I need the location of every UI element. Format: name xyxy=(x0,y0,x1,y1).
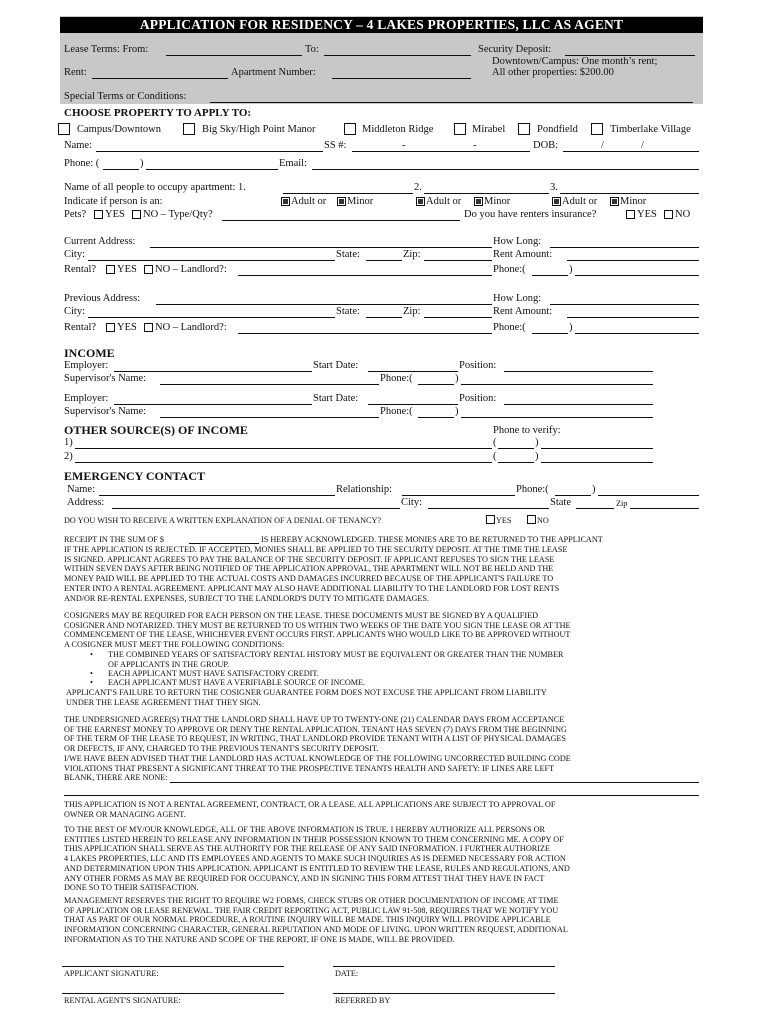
checkbox-previous-rental-no[interactable] xyxy=(144,323,153,332)
emergency-address-label: Address: xyxy=(67,497,105,508)
supervisor-1-label: Supervisor's Name: xyxy=(64,373,147,384)
receipt-amount-field[interactable] xyxy=(189,543,259,544)
security-deposit-label: Security Deposit: xyxy=(478,44,552,55)
previous-rent-amount-label: Rent Amount: xyxy=(493,306,553,317)
occupant-2-field[interactable] xyxy=(424,193,549,194)
supervisor-1-area-field[interactable] xyxy=(418,384,454,385)
current-state-field[interactable] xyxy=(366,260,402,261)
receipt-line: ENTER INTO A RENTAL AGREEMENT. APPLICANT MAY ALSO HAVE ADDITIONAL LIABILITY TO THE LANDLORD FOR LOST RENTS xyxy=(64,583,560,593)
rent-field[interactable] xyxy=(92,78,228,79)
previous-landlord-phone-label: Phone:( xyxy=(493,322,526,333)
cosigner-bullet-3: EACH APPLICANT MUST HAVE A VERIFIABLE SOURCE OF INCOME. xyxy=(108,678,366,687)
date-label: DATE: xyxy=(335,969,359,978)
rent-label: Rent: xyxy=(64,67,87,78)
management-line: INFORMATION CONCERNING CHARACTER, GENERAL REPUTATION AND MODE OF LIVING. UPON WRITTEN REQUEST, ADDITIONAL xyxy=(64,925,568,935)
previous-how-long-field[interactable] xyxy=(550,304,699,305)
authorization-line: 4 LAKES PROPERTIES, LLC AND ITS EMPLOYEES AND AGENTS TO MAKE SUCH INQUIRIES AS IS DEEMED NECESSARY FOR ACTION xyxy=(64,854,566,864)
dob-field[interactable] xyxy=(563,151,699,152)
property-heading: CHOOSE PROPERTY TO APPLY TO: xyxy=(64,107,252,119)
apartment-number-field[interactable] xyxy=(332,78,471,79)
dob-slash-1: / xyxy=(601,140,604,151)
landlord-line: THE UNDERSIGNED AGREE(S) THAT THE LANDLORD SHALL HAVE UP TO TWENTY-ONE (21) CALENDAR DAYS FROM ACCEPTANCE xyxy=(64,715,565,724)
authorization-line: ENTITIES LISTED HEREIN TO RELEASE ANY INFORMATION IN THEIR POSSESSION KNOWN TO THEM CONCERNING ME. A COPY OF xyxy=(64,834,564,844)
supervisor-2-paren-close: ) xyxy=(455,406,459,417)
start-date-1-label: Start Date: xyxy=(313,360,359,371)
current-landlord-phone-field[interactable] xyxy=(575,275,699,276)
not-lease-line: THIS APPLICATION IS NOT A RENTAL AGREEMENT, CONTRACT, OR A LEASE. ALL APPLICATIONS ARE SUBJECT TO APPROVAL OF xyxy=(64,800,556,809)
checkbox-pets-yes[interactable] xyxy=(94,210,103,219)
name-label: Name: xyxy=(64,140,92,151)
authorization-line: DONE SO TO THEIR SATISFACTION. xyxy=(64,883,199,893)
cosigner-line: COMMENCEMENT OF THE LEASE, WHICHEVER EVENT OCCURS FIRST. APPLICANTS WHO WOULD LIKE TO BE APPROVED WITHOUT xyxy=(64,630,571,640)
receipt-prefix: RECEIPT IN THE SUM OF $ xyxy=(64,535,165,544)
cosigner-line: COSIGNERS MAY BE REQUIRED FOR EACH PERSON ON THE LEASE. THESE DOCUMENTS MUST BE SIGNED BY A QUALIFIED xyxy=(64,611,538,620)
receipt-paragraph xyxy=(64,545,567,603)
applicant-signature-label: APPLICANT SIGNATURE: xyxy=(64,969,159,978)
renters-insurance-label: Do you have renters insurance? xyxy=(464,209,597,220)
start-date-2-label: Start Date: xyxy=(313,393,359,404)
authorization-paragraph xyxy=(64,825,570,893)
dob-slash-2: / xyxy=(641,140,644,151)
checkbox-big-sky[interactable] xyxy=(183,123,195,135)
other-income-2-area-field[interactable] xyxy=(498,462,534,463)
occupant-1-field[interactable] xyxy=(283,193,413,194)
property-campus-downtown: Campus/Downtown xyxy=(77,124,161,135)
previous-address-label: Previous Address: xyxy=(64,293,141,304)
checkbox-timberlake[interactable] xyxy=(591,123,603,135)
start-date-2-field[interactable] xyxy=(368,404,458,405)
receipt-line: AND/OR RE-RENTAL EXPENSES, SUBJECT TO THE LANDLORD'S DUTY TO MITIGATE DAMAGES. xyxy=(64,593,430,603)
occupant-3-field[interactable] xyxy=(560,193,699,194)
checkbox-current-rental-no[interactable] xyxy=(144,265,153,274)
previous-rental-yes-label: YES xyxy=(117,322,137,333)
previous-address-field[interactable] xyxy=(156,304,492,305)
current-rent-amount-field[interactable] xyxy=(567,260,699,261)
checkbox-middleton-ridge[interactable] xyxy=(344,123,356,135)
supervisor-2-phone-label: Phone:( xyxy=(380,406,413,417)
emergency-zip-field[interactable] xyxy=(630,508,699,509)
current-landlord-field[interactable] xyxy=(238,275,492,276)
denial-question: DO YOU WISH TO RECEIVE A WRITTEN EXPLANATION OF A DENIAL OF TENANCY? xyxy=(64,516,382,525)
position-2-field[interactable] xyxy=(504,404,653,405)
property-middleton-ridge: Middleton Ridge xyxy=(362,124,434,135)
landlord-line: OF THE TERM OF THE LEASE TO REQUEST, IN WRITING, THAT LANDLORD PROVIDE TENANT WITH A LIST OF PHYSICAL DAMAGES xyxy=(64,734,566,744)
deposit-note-1: Downtown/Campus: One month’s rent; xyxy=(492,56,658,67)
checkbox-pondfield[interactable] xyxy=(518,123,530,135)
receipt-line-1: IS HEREBY ACKNOWLEDGED. THESE MONIES ARE TO BE RETURNED TO THE APPLICANT xyxy=(261,535,603,544)
position-1-field[interactable] xyxy=(504,371,653,372)
supervisor-2-area-field[interactable] xyxy=(418,417,454,418)
checkbox-pets-no[interactable] xyxy=(132,210,141,219)
phone-verify-label: Phone to verify: xyxy=(493,425,561,436)
occupant-2-label: 2. xyxy=(414,182,422,193)
emergency-state-field[interactable] xyxy=(576,508,614,509)
insurance-yes-label: YES xyxy=(637,209,657,220)
current-state-label: State: xyxy=(336,249,360,260)
emergency-name-label: Name: xyxy=(67,484,95,495)
current-landlord-phone-label: Phone:( xyxy=(493,264,526,275)
denial-yes-label: YES xyxy=(496,516,512,525)
pets-label: Pets? xyxy=(64,209,87,220)
emergency-state-label: State xyxy=(550,497,571,508)
phone-field[interactable] xyxy=(146,169,278,170)
landlord-days-paragraph xyxy=(64,715,571,783)
property-big-sky: Big Sky/High Point Manor xyxy=(202,124,316,135)
landlord-line: OR DEFECTS, IF ANY, CHARGED TO THE PREVIOUS TENANT'S SECURITY DEPOSIT. xyxy=(64,744,379,754)
current-rental-yes-label: YES xyxy=(117,264,137,275)
previous-landlord-area-field[interactable] xyxy=(532,333,568,334)
cosigners-paragraph xyxy=(64,611,571,650)
adult-2-label: Adult or xyxy=(426,196,462,207)
checkbox-denial-yes[interactable] xyxy=(486,515,495,524)
checkbox-adult-3[interactable] xyxy=(552,197,561,206)
previous-zip-label: Zip: xyxy=(403,306,421,317)
cosigner-failure-line: UNDER THE LEASE AGREEMENT THAT THEY SIGN. xyxy=(66,697,261,707)
other-income-1-label: 1) xyxy=(64,437,73,448)
emergency-city-field[interactable] xyxy=(428,508,549,509)
previous-city-label: City: xyxy=(64,306,86,317)
authorization-line: AND DETERMINATION UPON THIS APPLICATION. APPLICANT IS ENTITLED TO REVIEW THE LEASE, RULES AND REGULATIONS, AND xyxy=(64,863,570,873)
cosigner-line: COSIGNER AND NOTARIZED. THEY MUST BE RETURNED TO US WITHIN TWO WEEKS OF THE DATE YOU SIGN THE LEASE OR AT THE xyxy=(64,620,571,630)
income-heading: INCOME xyxy=(64,346,115,360)
checkbox-adult-2[interactable] xyxy=(416,197,425,206)
referred-by-field[interactable] xyxy=(333,993,555,994)
management-line: THAT AS PART OF OUR NORMAL PROCEDURE, A ROUTINE INQUIRY WILL BE MADE. THIS INQUIRY WILL PROVIDE APPLICABLE xyxy=(64,915,551,925)
receipt-line: IS SIGNED. APPLICANT AGREES TO PAY THE BALANCE OF THE SECURITY DEPOSIT. IF APPLICANT REFUSES TO SIGN THE LEASE xyxy=(64,554,555,564)
landlord-line: BLANK, THERE ARE NONE: xyxy=(64,773,168,783)
employer-2-field[interactable] xyxy=(114,404,312,405)
landlord-line: OF THE EARNEST MONEY TO APPROVE OR DENY THE RENTAL APPLICATION. TENANT HAS SEVEN (7) DAYS FROM THE BEGINNING xyxy=(64,724,567,734)
relationship-label: Relationship: xyxy=(336,484,392,495)
lease-from-label: Lease Terms: From: xyxy=(64,44,149,55)
pets-yes-label: YES xyxy=(105,209,125,220)
emergency-city-label: City: xyxy=(401,497,423,508)
checkbox-previous-rental-yes[interactable] xyxy=(106,323,115,332)
previous-rental-label: Rental? xyxy=(64,322,97,333)
emergency-zip-label: Zip xyxy=(616,499,628,508)
minor-1-label: Minor xyxy=(347,196,374,207)
emergency-area-field[interactable] xyxy=(555,495,591,496)
cosigner-failure-paragraph xyxy=(66,688,547,707)
supervisor-2-label: Supervisor's Name: xyxy=(64,406,147,417)
employer-1-field[interactable] xyxy=(114,371,312,372)
supervisor-2-field[interactable] xyxy=(160,417,379,418)
previous-landlord-label: NO – Landlord?: xyxy=(155,322,227,333)
other-income-1-paren-open: ( xyxy=(493,437,497,448)
current-city-field[interactable] xyxy=(88,260,335,261)
authorization-line: THIS APPLICATION SHALL SERVE AS THE AUTHORITY FOR THE RELEASE OF ANY SAID INFORMATION. I FURTHER AUTHORIZE xyxy=(64,844,550,854)
employer-1-label: Employer: xyxy=(64,360,109,371)
emergency-address-field[interactable] xyxy=(112,508,400,509)
previous-landlord-phone-field[interactable] xyxy=(575,333,699,334)
other-income-2-phone-field[interactable] xyxy=(541,462,653,463)
ss-label: SS #: xyxy=(324,140,347,151)
email-label: Email: xyxy=(279,158,307,169)
deposit-note-2: All other properties: $200.00 xyxy=(492,67,614,78)
apartment-number-label: Apartment Number: xyxy=(231,67,316,78)
agent-signature-field[interactable] xyxy=(62,993,284,994)
emergency-phone-field[interactable] xyxy=(598,495,699,496)
phone-area-field[interactable] xyxy=(103,169,139,170)
emergency-phone-label: Phone:( xyxy=(516,484,549,495)
previous-landlord-field[interactable] xyxy=(238,333,492,334)
minor-3-label: Minor xyxy=(620,196,647,207)
position-2-label: Position: xyxy=(459,393,497,404)
position-1-label: Position: xyxy=(459,360,497,371)
authorization-line: ANY OTHER FORMS AS MAY BE REQUIRED FOR OCCUPANCY, AND IN SIGNING THIS FORM ATTEST THAT THEY HAVE IN FACT xyxy=(64,873,545,883)
property-mirabel: Mirabel xyxy=(472,124,506,135)
checkbox-minor-3[interactable] xyxy=(610,197,619,206)
emergency-paren-close: ) xyxy=(592,484,596,495)
lease-to-field[interactable] xyxy=(324,55,471,56)
management-line: INFORMATION AS TO THE NATURE AND SCOPE OF THE REPORT, IF ONE IS MADE, WILL BE PROVIDED. xyxy=(64,934,455,944)
previous-state-field[interactable] xyxy=(366,317,402,318)
occupant-3-label: 3. xyxy=(550,182,558,193)
supervisor-1-phone-label: Phone:( xyxy=(380,373,413,384)
other-income-1-paren-close: ) xyxy=(535,437,539,448)
management-line: MANAGEMENT RESERVES THE RIGHT TO REQUIRE W2 FORMS, CHECK STUBS OR OTHER DOCUMENTATION OF INCOME AT TIME xyxy=(64,896,559,905)
special-terms-field[interactable] xyxy=(210,102,693,103)
denial-no-label: NO xyxy=(537,516,549,525)
cosigner-bullet-1: THE COMBINED YEARS OF SATISFACTORY RENTAL HISTORY MUST BE EQUIVALENT OR GREATER THAN THE NUMBER xyxy=(108,650,564,659)
ss-field[interactable] xyxy=(352,151,530,152)
checkbox-denial-no[interactable] xyxy=(527,515,536,524)
current-city-label: City: xyxy=(64,249,86,260)
dob-label: DOB: xyxy=(533,140,559,151)
checkbox-minor-1[interactable] xyxy=(337,197,346,206)
lease-to-label: To: xyxy=(305,44,319,55)
supervisor-2-phone-field[interactable] xyxy=(461,417,653,418)
adult-3-label: Adult or xyxy=(562,196,598,207)
current-how-long-label: How Long: xyxy=(493,236,542,247)
checkbox-insurance-yes[interactable] xyxy=(626,210,635,219)
checkbox-current-rental-yes[interactable] xyxy=(106,265,115,274)
minor-2-label: Minor xyxy=(484,196,511,207)
receipt-line: MONEY PAID WILL BE APPLIED TO THE ACTUAL COSTS AND DAMAGES INCURRED BECAUSE OF THE APPLICANT'S FAILURE TO xyxy=(64,574,554,584)
insurance-no-label: NO xyxy=(675,209,691,220)
start-date-1-field[interactable] xyxy=(368,371,458,372)
code-violations-field[interactable] xyxy=(170,782,699,783)
email-field[interactable] xyxy=(312,169,699,170)
indicate-label: Indicate if person is an: xyxy=(64,196,163,207)
ss-dash-1: - xyxy=(402,140,406,151)
property-pondfield: Pondfield xyxy=(537,124,578,135)
bullet-icon: • xyxy=(90,678,93,687)
current-zip-label: Zip: xyxy=(403,249,421,260)
other-income-1-phone-field[interactable] xyxy=(541,448,653,449)
checkbox-campus-downtown[interactable] xyxy=(58,123,70,135)
lease-from-field[interactable] xyxy=(166,55,302,56)
emergency-name-field[interactable] xyxy=(99,495,335,496)
current-landlord-paren-close: ) xyxy=(569,264,573,275)
previous-zip-field[interactable] xyxy=(424,317,492,318)
form-title: APPLICATION FOR RESIDENCY – 4 LAKES PROPERTIES, LLC AS AGENT xyxy=(60,17,703,33)
not-lease-paragraph xyxy=(64,800,555,819)
applicant-signature-field[interactable] xyxy=(62,966,284,967)
emergency-heading: EMERGENCY CONTACT xyxy=(64,469,206,483)
current-address-field[interactable] xyxy=(150,247,492,248)
relationship-field[interactable] xyxy=(402,495,515,496)
pets-no-type-label: NO – Type/Qty? xyxy=(143,209,213,220)
other-income-1-area-field[interactable] xyxy=(498,448,534,449)
previous-city-field[interactable] xyxy=(88,317,335,318)
other-income-2-paren-open: ( xyxy=(493,451,497,462)
cosigner-bullet-1-cont: OF APPLICANTS IN THE GROUP. xyxy=(108,660,230,669)
previous-landlord-paren-close: ) xyxy=(569,322,573,333)
landlord-line: VIOLATIONS THAT PRESENT A SIGNIFICANT THREAT TO THE PROSPECTIVE TENANTS HEALTH AND SAFETY: IF LINES ARE LEFT xyxy=(64,763,555,773)
adult-1-label: Adult or xyxy=(291,196,327,207)
ss-dash-2: - xyxy=(473,140,477,151)
agent-signature-label: RENTAL AGENT'S SIGNATURE: xyxy=(64,996,181,1005)
bullet-icon: • xyxy=(90,650,93,659)
code-violations-field-2[interactable] xyxy=(64,795,699,796)
previous-how-long-label: How Long: xyxy=(493,293,542,304)
landlord-line: I/WE HAVE BEEN ADVISED THAT THE LANDLORD HAS ACTUAL KNOWLEDGE OF THE FOLLOWING UNCORRECTED BUILDING CODE xyxy=(64,753,571,763)
checkbox-mirabel[interactable] xyxy=(454,123,466,135)
property-timberlake: Timberlake Village xyxy=(610,124,691,135)
occupants-label: Name of all people to occupy apartment: 1. xyxy=(64,182,246,193)
employer-2-label: Employer: xyxy=(64,393,109,404)
cosigner-line: A COSIGNER MUST MEET THE FOLLOWING CONDITIONS: xyxy=(64,640,285,650)
checkbox-minor-2[interactable] xyxy=(474,197,483,206)
current-how-long-field[interactable] xyxy=(550,247,699,248)
current-rent-amount-label: Rent Amount: xyxy=(493,249,553,260)
other-income-1-field[interactable] xyxy=(75,448,492,449)
receipt-line: WITHIN SEVEN DAYS AFTER BEING NOTIFIED OF THE APPLICATION APPROVAL, THE APARTMENT WILL NOT BE HELD AND THE xyxy=(64,564,554,574)
current-rental-label: Rental? xyxy=(64,264,97,275)
pets-type-field[interactable] xyxy=(222,220,460,221)
name-field[interactable] xyxy=(96,151,323,152)
cosigner-bullet-2: EACH APPLICANT MUST HAVE SATISFACTORY CREDIT. xyxy=(108,669,319,678)
phone-label: Phone: ( xyxy=(64,158,100,169)
bullet-icon: • xyxy=(90,669,93,678)
other-income-heading: OTHER SOURCE(S) OF INCOME xyxy=(64,423,248,437)
checkbox-insurance-no[interactable] xyxy=(664,210,673,219)
supervisor-1-paren-close: ) xyxy=(455,373,459,384)
referred-by-label: REFERRED BY xyxy=(335,996,391,1005)
current-landlord-label: NO – Landlord?: xyxy=(155,264,227,275)
authorization-line: TO THE BEST OF MY/OUR KNOWLEDGE, ALL OF THE ABOVE INFORMATION IS TRUE. I HEREBY AUTHORIZE ALL PERSONS OR xyxy=(64,825,545,834)
special-terms-label: Special Terms or Conditions: xyxy=(64,91,187,102)
date-field[interactable] xyxy=(333,966,555,967)
supervisor-1-phone-field[interactable] xyxy=(461,384,653,385)
previous-state-label: State: xyxy=(336,306,360,317)
not-lease-line: OWNER OR MANAGING AGENT. xyxy=(64,809,186,819)
other-income-2-label: 2) xyxy=(64,451,73,462)
current-zip-field[interactable] xyxy=(424,260,492,261)
checkbox-adult-1[interactable] xyxy=(281,197,290,206)
other-income-2-field[interactable] xyxy=(75,462,492,463)
phone-paren-close: ) xyxy=(140,158,144,169)
supervisor-1-field[interactable] xyxy=(160,384,379,385)
other-income-2-paren-close: ) xyxy=(535,451,539,462)
current-address-label: Current Address: xyxy=(64,236,136,247)
previous-rent-amount-field[interactable] xyxy=(567,317,699,318)
current-landlord-area-field[interactable] xyxy=(532,275,568,276)
management-paragraph xyxy=(64,896,568,945)
cosigner-failure-line: APPLICANT'S FAILURE TO RETURN THE COSIGNER GUARANTEE FORM DOES NOT EXCUSE THE APPLICANT FROM LIABILITY xyxy=(66,688,547,697)
receipt-line: IF THE APPLICATION IS REJECTED. IF ACCEPTED, MONIES SHALL BE APPLIED TO THE SECURITY DEPOSIT. AT THE TIME THE LEASE xyxy=(64,545,568,554)
management-line: OF APPLICATION OR LEASE RENEWAL. THE FAIR CREDIT REPORTING ACT, PUBLIC LAW 91-508, REQUIRES THAT WE NOTIFY YOU xyxy=(64,905,559,915)
